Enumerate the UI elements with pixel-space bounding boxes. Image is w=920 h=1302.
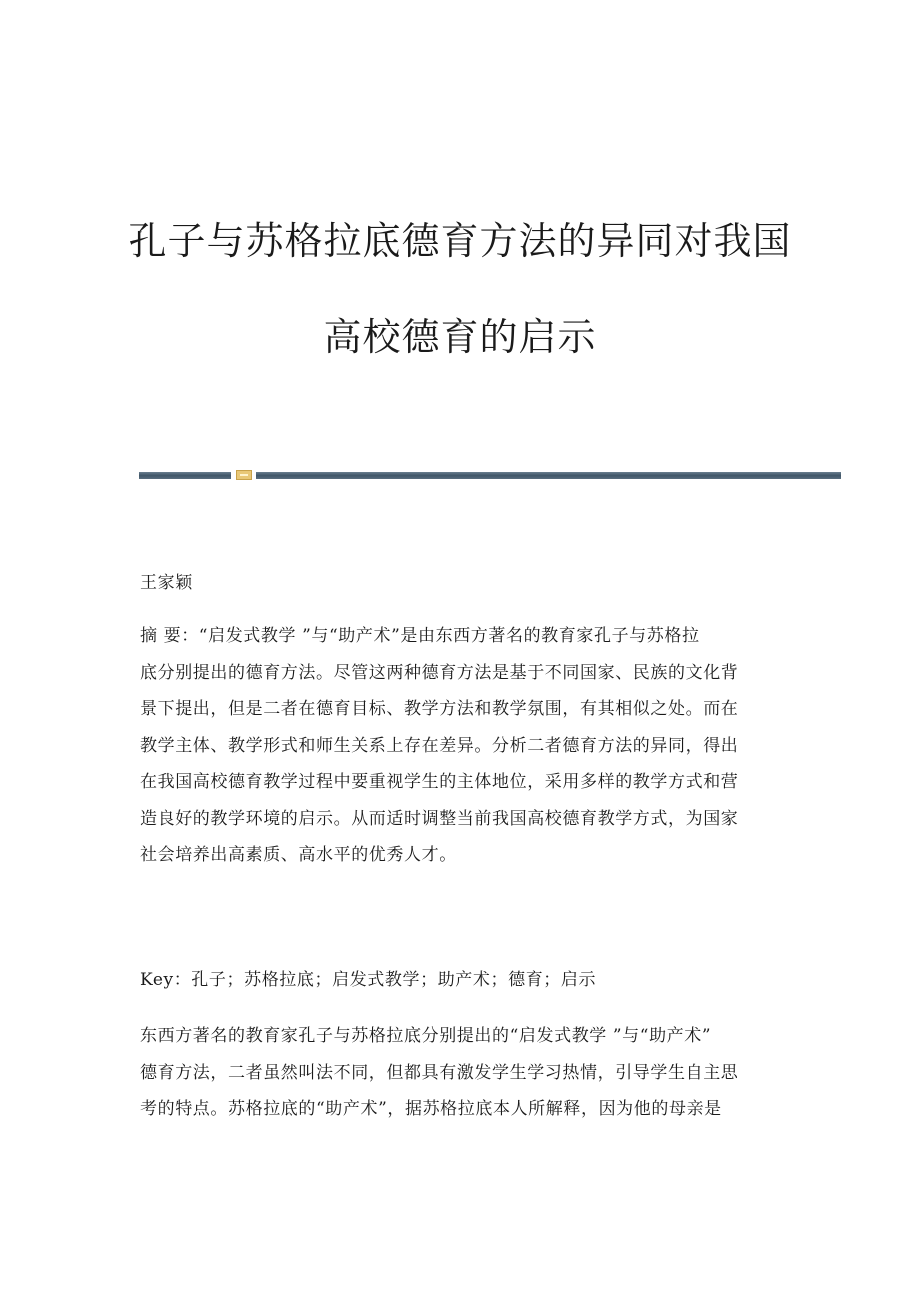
abstract-line: 教学主体、教学形式和师生关系上存在差异。分析二者德育方法的异同，得出 (140, 735, 739, 756)
divider-ornament-icon (236, 470, 252, 480)
abstract-line: 摘 要：“启发式教学 ”与“助产术”是由东西方著名的教育家孔子与苏格拉 (140, 626, 700, 646)
body-line: 东西方著名的教育家孔子与苏格拉底分别提出的“启发式教学 ”与“助产术” (140, 1026, 712, 1046)
abstract-line: 底分别提出的德育方法。尽管这两种德育方法是基于不同国家、民族的文化背 (140, 662, 739, 683)
title-line-2: 高校德育的启示 (323, 315, 597, 359)
abstract (140, 618, 780, 874)
body-paragraph (140, 1018, 780, 1128)
body-line: 考的特点。苏格拉底的“助产术”，据苏格拉底本人所解释，因为他的母亲是 (140, 1099, 722, 1119)
abstract-line: 景下提出，但是二者在德育目标、教学方法和教学氛围，有其相似之处。而在 (140, 699, 739, 719)
body-line: 德育方法，二者虽然叫法不同，但都具有激发学生学习热情，引导学生自主思 (140, 1062, 739, 1083)
divider-bar-right (256, 472, 841, 479)
abstract-line: 社会培养出高素质、高水平的优秀人才。 (140, 845, 457, 865)
author-name: 王家颖 (140, 573, 193, 593)
title-divider (139, 470, 841, 480)
abstract-line: 在我国高校德育教学过程中要重视学生的主体地位，采用多样的教学方式和营 (140, 772, 739, 792)
keywords: Key：孔子；苏格拉底；启发式教学；助产术；德育；启示 (140, 970, 597, 990)
abstract-line: 造良好的教学环境的启示。从而适时调整当前我国高校德育教学方式，为国家 (140, 808, 739, 829)
title-line-1: 孔子与苏格拉底德育方法的异同对我国 (128, 219, 792, 263)
divider-bar-left (139, 472, 231, 479)
